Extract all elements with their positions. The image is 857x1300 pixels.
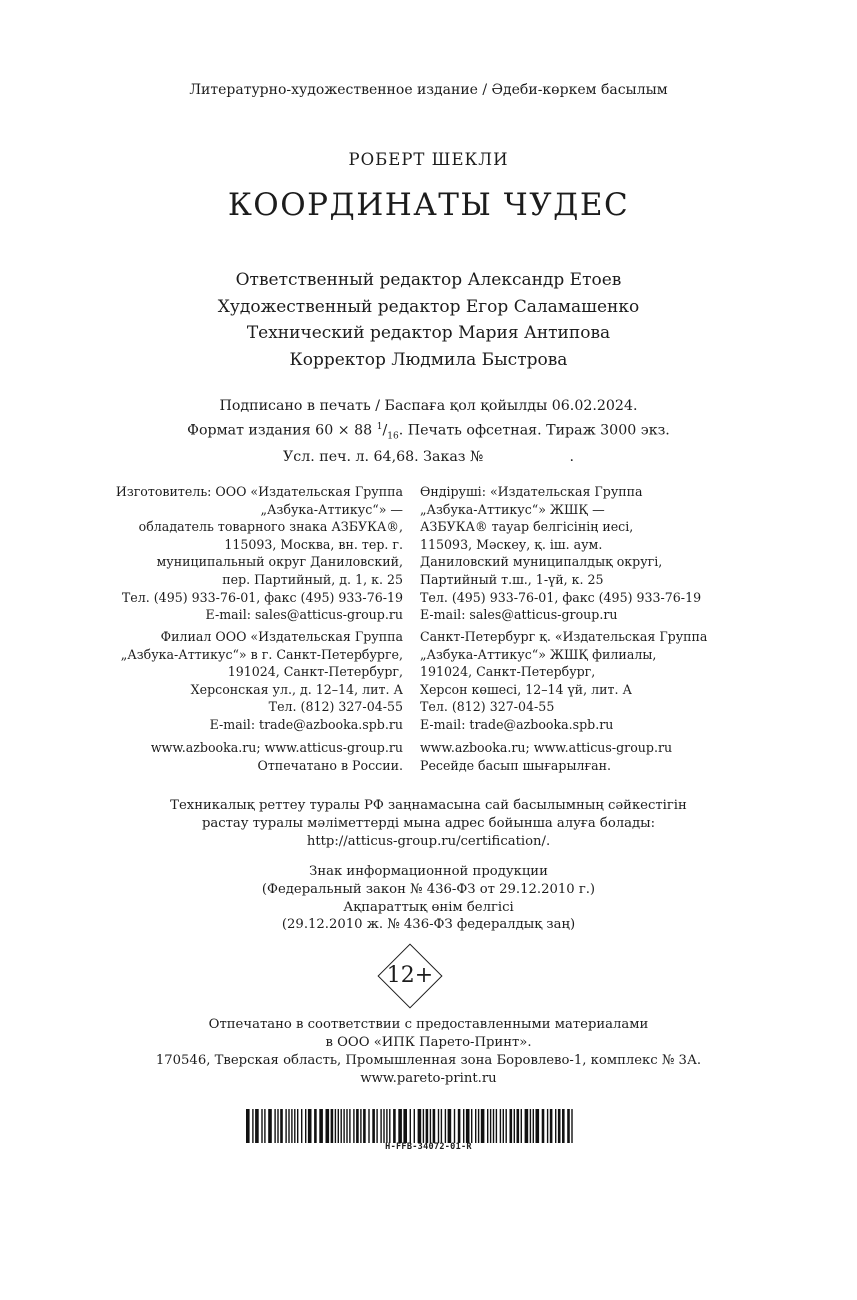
manufacturer-ru-line: муниципальный округ Даниловский,	[156, 554, 403, 570]
format-text: Формат издания 60 × 88	[187, 422, 377, 439]
websites-kz-urls: www.azbooka.ru; www.atticus-group.ru	[420, 740, 673, 755]
branch-ru-email: E-mail: trade@azbooka.spb.ru	[209, 716, 403, 732]
branch-kz-line: Санкт-Петербург қ. «Издательская Группа	[420, 629, 708, 644]
barcode-text: H-FFB-34072-01-R	[385, 1142, 472, 1152]
branch-kz	[420, 628, 707, 734]
info-sign-line: (Федеральный закон № 436-ФЗ от 29.12.2010 г.)	[261, 881, 596, 897]
manufacturer-kz-email: E-mail: sales@atticus-group.ru	[420, 607, 618, 623]
websites-kz	[420, 739, 672, 774]
manufacturer-ru-email: E-mail: sales@atticus-group.ru	[205, 607, 403, 623]
manufacturer-kz-line: Партийный т.ш., 1-үй, к. 25	[420, 571, 604, 587]
printer-info	[0, 1016, 857, 1088]
manufacturer-kz-line: 115093, Мәскеу, қ. іш. аум.	[420, 536, 603, 552]
manufacturer-ru-line: пер. Партийный, д. 1, к. 25	[222, 571, 403, 587]
certification-line: Техникалық реттеу туралы РФ заңнамасына сай басылымның сәйкестігін	[170, 798, 687, 813]
manufacturer-kz-line: Даниловский муниципалдық округі,	[420, 554, 663, 570]
format-tail: . Печать офсетная. Тираж 3000 экз.	[398, 422, 670, 439]
branch-ru-line: „Азбука-Аттикус“» в г. Санкт-Петербурге,	[120, 646, 403, 662]
branch-ru-line: 191024, Санкт-Петербург,	[227, 664, 403, 680]
order-line	[0, 447, 857, 468]
branch-ru-line: Филиал ООО «Издательская Группа	[160, 629, 403, 644]
signed-date-line: Подписано в печать / Баспаға қол қойылды 06.02.2024.	[219, 398, 638, 414]
branch-ru-line: Херсонская ул., д. 12–14, лит. А	[190, 681, 403, 697]
branch-kz-line: Херсон көшесі, 12–14 үй, лит. А	[420, 681, 632, 697]
printer-line: Отпечатано в соответствии с предоставленными материалами	[208, 1017, 649, 1032]
print-details	[0, 396, 857, 467]
order-end: .	[569, 448, 574, 465]
branch-ru	[121, 628, 403, 734]
age-rating-label: 12+	[386, 963, 434, 988]
credit-line: Технический редактор Мария Антипова	[246, 323, 611, 344]
info-sign-line: Ақпараттық өнім белгісі	[343, 899, 514, 915]
certification-url: http://atticus-group.ru/certification/.	[306, 834, 551, 849]
manufacturer-ru-line: 115093, Москва, вн. тер. г.	[224, 536, 403, 552]
manufacturer-ru-line: „Азбука-Аттикус“» —	[260, 501, 403, 517]
branch-kz-line: „Азбука-Аттикус“» ЖШҚ филиалы,	[420, 646, 657, 662]
info-product-sign	[0, 863, 857, 934]
manufacturer-ru-line: Изготовитель: ООО «Издательская Группа	[115, 484, 403, 499]
printer-line: в ООО «ИПК Парето-Принт».	[325, 1035, 532, 1050]
fraction-numerator: 1	[376, 421, 383, 432]
manufacturer-kz-line: Тел. (495) 933-76-01, факс (495) 933-76-19	[420, 589, 702, 605]
printer-website: www.pareto-print.ru	[360, 1071, 497, 1086]
info-sign-line: (29.12.2010 ж. № 436-ФЗ федералдық заң)	[281, 917, 576, 933]
manufacturer-kz-line: „Азбука-Аттикус“» ЖШҚ —	[420, 501, 605, 517]
branch-kz-line: Тел. (812) 327-04-55	[420, 699, 555, 715]
order-text: Усл. печ. л. 64,68. Заказ №	[283, 448, 484, 465]
info-sign-line: Знак информационной продукции	[309, 864, 548, 879]
manufacturer-ru	[116, 483, 403, 624]
branch-ru-line: Тел. (812) 327-04-55	[268, 699, 403, 715]
certification-line: растау туралы мәліметтерді мына адрес бойынша алуға болады:	[201, 816, 656, 831]
printed-in-russia-kz: Ресейде басып шығарылған.	[420, 757, 612, 773]
manufacturer-ru-line: обладатель товарного знака АЗБУКА®,	[138, 519, 403, 535]
manufacturer-kz-line: Өндіруші: «Издательская Группа	[420, 484, 643, 499]
fraction-slash: /	[382, 422, 388, 439]
manufacturer-ru-line: Тел. (495) 933-76-01, факс (495) 933-76-19	[121, 589, 403, 605]
websites-ru	[151, 739, 403, 774]
branch-kz-line: 191024, Санкт-Петербург,	[420, 664, 596, 680]
fraction-denominator: 16	[387, 431, 399, 442]
credit-line: Художественный редактор Егор Саламашенко	[217, 296, 640, 317]
age-rating-badge	[377, 943, 443, 1009]
author-name: РОБЕРТ ШЕКЛИ	[348, 150, 509, 169]
manufacturer-kz-line: АЗБУКА® тауар белгісінің иесі,	[420, 519, 634, 535]
credit-line: Ответственный редактор Александр Етоев	[235, 270, 622, 290]
genre-line: Литературно-художественное издание / Әдеби-көркем басылым	[189, 82, 668, 98]
barcode-icon	[246, 1109, 576, 1143]
branch-kz-email: E-mail: trade@azbooka.spb.ru	[420, 716, 614, 732]
printed-in-russia: Отпечатано в России.	[257, 757, 403, 773]
editorial-credits	[0, 267, 857, 374]
manufacturer-kz	[420, 483, 701, 624]
printer-address: 170546, Тверская область, Промышленная зона Боровлево-1, комплекс № 3А.	[155, 1053, 702, 1068]
certification-note	[0, 797, 857, 851]
websites-ru-urls: www.azbooka.ru; www.atticus-group.ru	[150, 740, 403, 755]
credit-line: Корректор Людмила Быстрова	[289, 350, 568, 371]
format-line	[0, 417, 857, 447]
book-title: КООРДИНАТЫ ЧУДЕС	[227, 187, 630, 223]
